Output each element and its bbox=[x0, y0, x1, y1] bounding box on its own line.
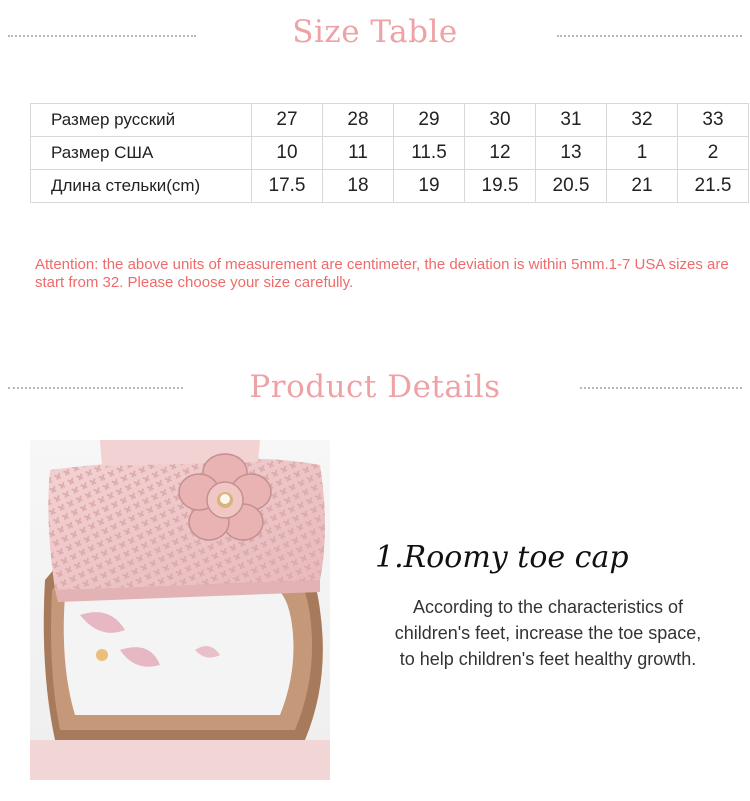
table-cell: 28 bbox=[323, 104, 394, 137]
table-cell: 19.5 bbox=[465, 170, 536, 203]
table-cell: 29 bbox=[394, 104, 465, 137]
table-row bbox=[31, 137, 749, 170]
table-cell: 10 bbox=[252, 137, 323, 170]
sandal-illustration bbox=[30, 440, 330, 780]
attention-note: Attention: the above units of measurement are centimeter, the deviation is within 5mm.1-7 USA sizes are start from 32. Please choose your size carefully. bbox=[35, 256, 729, 291]
feature-description-line: to help children's feet healthy growth. bbox=[399, 649, 697, 669]
row-label: Длина стельки(cm) bbox=[31, 170, 252, 203]
table-row bbox=[31, 170, 749, 203]
table-cell: 13 bbox=[536, 137, 607, 170]
size-table-title: Size Table bbox=[292, 14, 458, 50]
feature-description bbox=[368, 594, 728, 672]
table-cell: 32 bbox=[607, 104, 678, 137]
size-table bbox=[30, 103, 749, 203]
table-cell: 18 bbox=[323, 170, 394, 203]
table-cell: 11 bbox=[323, 137, 394, 170]
table-cell: 20.5 bbox=[536, 170, 607, 203]
row-label: Размер русский bbox=[31, 104, 252, 137]
product-details-title: Product Details bbox=[249, 369, 501, 405]
table-cell: 19 bbox=[394, 170, 465, 203]
table-cell: 33 bbox=[678, 104, 749, 137]
table-cell: 30 bbox=[465, 104, 536, 137]
product-details-header bbox=[0, 363, 750, 413]
table-cell: 1 bbox=[607, 137, 678, 170]
table-cell: 21 bbox=[607, 170, 678, 203]
table-cell: 12 bbox=[465, 137, 536, 170]
table-row bbox=[31, 104, 749, 137]
table-cell: 27 bbox=[252, 104, 323, 137]
size-table-header bbox=[0, 8, 750, 58]
table-cell: 21.5 bbox=[678, 170, 749, 203]
product-photo bbox=[30, 440, 330, 780]
feature-title: 1.Roomy toe cap bbox=[375, 540, 629, 575]
row-label: Размер США bbox=[31, 137, 252, 170]
table-cell: 17.5 bbox=[252, 170, 323, 203]
dotted-divider-right bbox=[557, 35, 742, 37]
table-cell: 31 bbox=[536, 104, 607, 137]
feature-description-line: children's feet, increase the toe space, bbox=[394, 623, 702, 643]
dotted-divider-right bbox=[580, 387, 742, 389]
feature-description-line: According to the characteristics of bbox=[412, 597, 684, 617]
table-cell: 2 bbox=[678, 137, 749, 170]
table-cell: 11.5 bbox=[394, 137, 465, 170]
